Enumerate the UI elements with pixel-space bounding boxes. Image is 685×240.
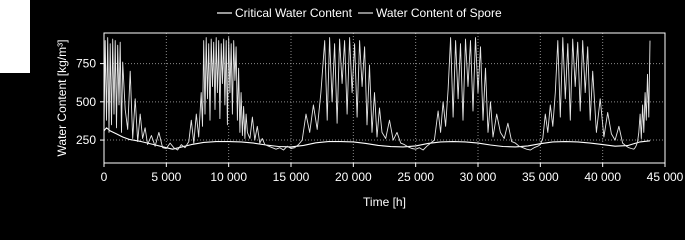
x-tick-label: 30 000 <box>459 170 497 184</box>
x-tick-label: 20 000 <box>334 170 372 184</box>
y-tick-label: 750 <box>75 56 96 71</box>
y-axis-label: Water Content [kg/m³] <box>55 39 69 157</box>
x-tick-label: 35 000 <box>521 170 559 184</box>
side-panel <box>0 0 30 73</box>
legend-label-spore: Water Content of Spore <box>376 6 502 20</box>
legend-label-critical: Critical Water Content <box>235 6 352 20</box>
x-axis-label: Time [h] <box>363 195 406 209</box>
legend <box>217 6 502 20</box>
x-tick-label: 10 000 <box>210 170 248 184</box>
spore-water-content-line <box>104 38 650 150</box>
y-tick-label: 250 <box>75 133 96 148</box>
x-tick-label: 15 000 <box>272 170 310 184</box>
x-tick-label: 25 000 <box>397 170 435 184</box>
x-tick-label: 45 000 <box>646 170 684 184</box>
y-tick-label: 500 <box>75 94 96 109</box>
x-tick-label: 0 <box>100 170 108 184</box>
x-tick-label: 40 000 <box>584 170 622 184</box>
series-layer <box>104 38 650 150</box>
x-tick-label: 5 000 <box>151 170 182 184</box>
